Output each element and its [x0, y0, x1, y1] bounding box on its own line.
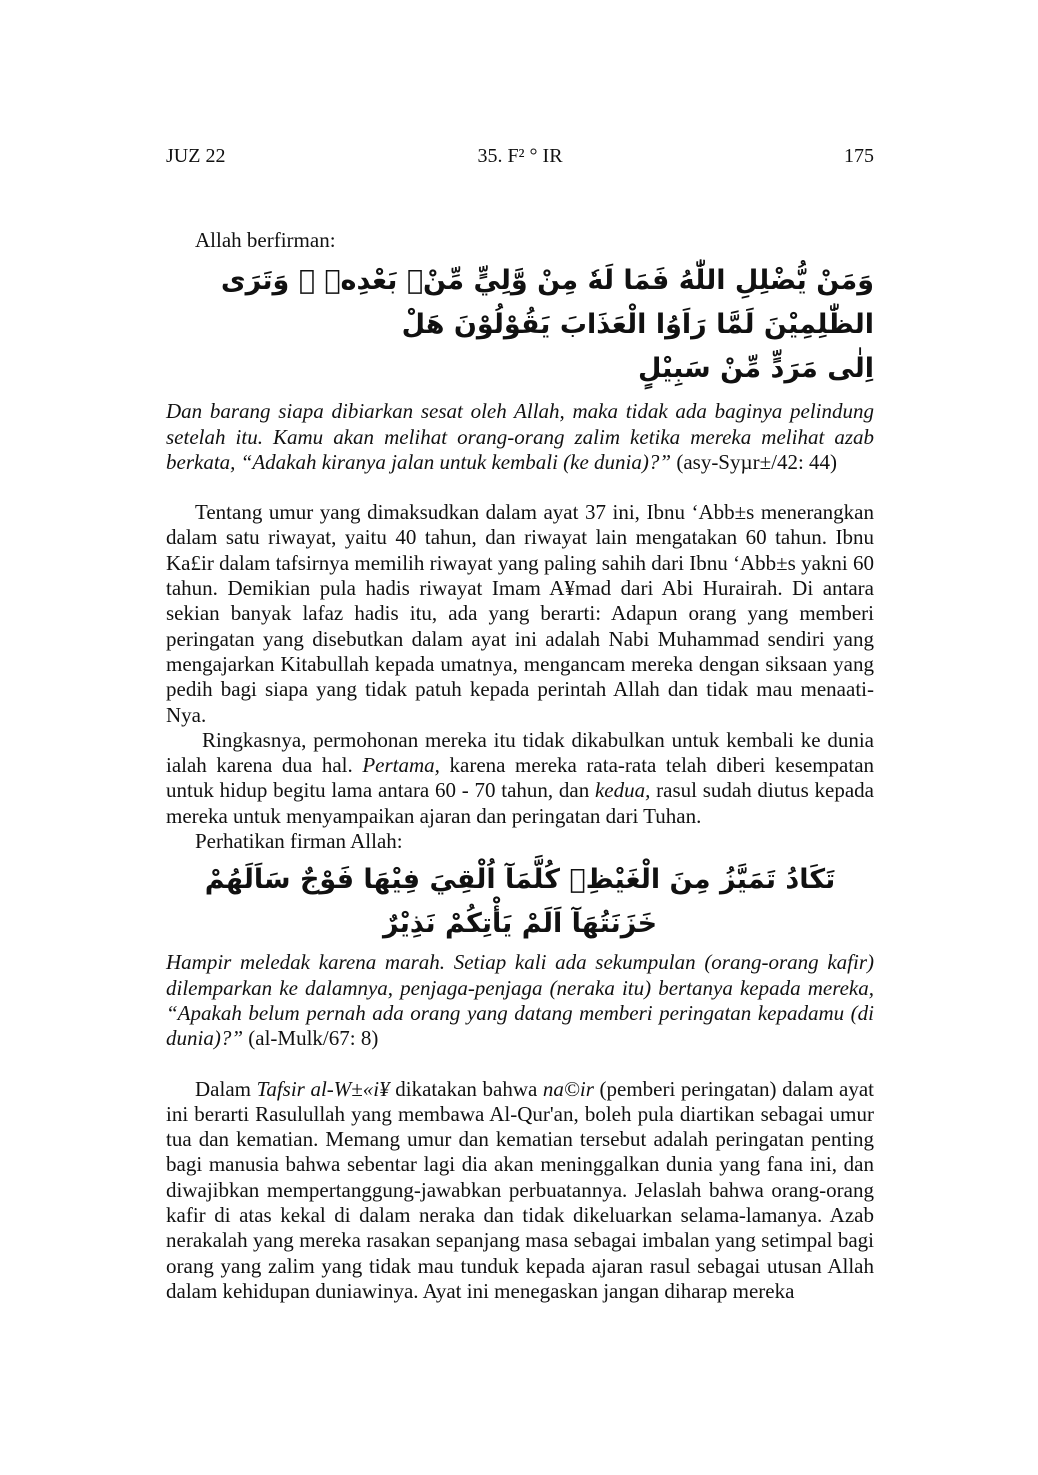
juz-label: JUZ 22 [166, 145, 226, 167]
translation-1-reference: (asy-Syµr±/42: 44) [676, 449, 838, 474]
arabic-verse-1-line-2: اِلٰى مَرَدٍّ مِّنْ سَبِيْلٍ [638, 353, 874, 385]
paragraph-1: Tentang umur yang dimaksudkan dalam ayat 37 ini, Ibnu ‘Abb±s menerangkan dalam satu riwayat, yaitu 40 tahun, dan riwayat lain mengatakan 60 tahun. Ibnu Ka£ir dalam tafsirnya memilih riwayat yang paling sahih dari Ibnu ‘Abb±s yakni 60 tahun. Demikian pula hadis riwayat Imam A¥mad dari Abi Hurairah. Di antara sekian banyak lafaz hadis itu, ada yang berarti: Adapun orang yang memberi peringatan yang disebutkan dalam ayat ini adalah Nabi Muhammad sendiri yang mengajarkan Kitabullah kepada umatnya, mengancam mereka dengan siksaan yang pedih bagi siapa yang tidak patuh kepada perintah Allah dan tidak mau menaati-Nya. [166, 500, 874, 727]
translation-1-text: Dan barang siapa dibiarkan sesat oleh Allah, maka tidak ada baginya pelindung setelah itu. Kamu akan melihat orang-orang zalim ketika mereka melihat azab berkata, “Adakah kiranya jalan untuk kembali (ke dunia)?” [166, 399, 874, 474]
paragraph-3 [166, 1077, 874, 1305]
page-body [166, 228, 874, 1304]
translation-2-text: Hampir meledak karena marah. Setiap kali ada sekumpulan (orang-orang kafir) dilemparkan ke dalamnya, penjaga-penjaga (neraka itu) bertanya kepada mereka, “Apakah belum pernah ada orang yang datang memberi peringatan kepadamu (di dunia)?” [166, 950, 874, 1051]
paragraph-3-nazir: na©ir [542, 1076, 594, 1101]
paragraph-2-kedua: kedua, [594, 778, 651, 803]
paragraph-2-part-c: rasul sudah diutus kepada mereka untuk menyampaikan ajaran dan peringatan dari Tuhan. [166, 778, 874, 828]
arabic-verse-2: تَكَادُ تَمَيَّزُ مِنَ الْغَيْظِۗ كُلَّمَآ اُلْقِيَ فِيْهَا فَوْجٌ سَاَلَهُمْ خَزَنَتُهَآ اَلَمْ يَأْتِكُمْ نَذِيْرٌ [204, 864, 836, 940]
translation-2 [166, 950, 874, 1051]
intro-allah-berfirman: Allah berfirman: [195, 228, 336, 252]
paragraph-3-tafsir-title: Tafsir al-W±«i¥ [256, 1076, 390, 1101]
paragraph-3-part-c: (pemberi peringatan) dalam ayat ini berarti Rasulullah yang membawa Al-Qur'an, boleh pula diartikan sebagai umur tua dan kematian. Memang umur dan kematian tersebut adalah peringatan penting bagi manusia bahwa sebentar lagi dia akan meninggalkan dunia yang fana ini, dan diwajibkan mempertanggung-jawabkan perbuatannya. Jelaslah bahwa orang-orang kafir di atas kekal di dalam neraka dan tidak dikeluarkan selama-lamanya. Azab nerakalah yang mereka rasakan sepanjang masa sebagai imbalan yang setimpal bagi orang yang zalim yang tidak mau tunduk kepada ajaran rasul sebagai utusan Allah dalam kehidupan duniawinya. Ayat ini menegaskan jangan diharap mereka [166, 1076, 875, 1303]
translation-1 [166, 399, 874, 475]
intro-perhatikan-firman: Perhatikan firman Allah: [195, 829, 403, 854]
paragraph-gap [166, 475, 874, 500]
paragraph-3-part-a: Dalam [195, 1076, 251, 1101]
surah-title: 35. F² ° IR [477, 145, 563, 167]
paragraph-2-part-b: karena mereka rata-rata telah diberi kesempatan untuk hidup begitu lama antara 60 - 70 tahun, dan [166, 753, 875, 803]
running-header [166, 145, 874, 173]
translation-2-reference: (al-Mulk/67: 8) [248, 1026, 379, 1051]
paragraph-2-pertama: Pertama, [362, 753, 440, 778]
arabic-verse-1-line-1: وَمَنْ يُّضْلِلِ اللّٰهُ فَمَا لَهٗ مِنْ وَّلِيٍّ مِّنْۢ بَعْدِهٖ ۗ وَتَرَى الظّٰلِمِيْنَ لَمَّا رَاَوُا الْعَذَابَ يَقُوْلُوْنَ هَلْ [220, 265, 874, 341]
page-number: 175 [844, 145, 874, 167]
paragraph-3-part-b: dikatakan bahwa [395, 1076, 538, 1101]
paragraph-2-part-a: Ringkasnya, permohonan mereka itu tidak dikabulkan untuk kembali ke dunia ialah karena dua hal. [166, 727, 874, 778]
paragraph-2 [166, 728, 874, 829]
paragraph-gap-2 [166, 1052, 874, 1077]
